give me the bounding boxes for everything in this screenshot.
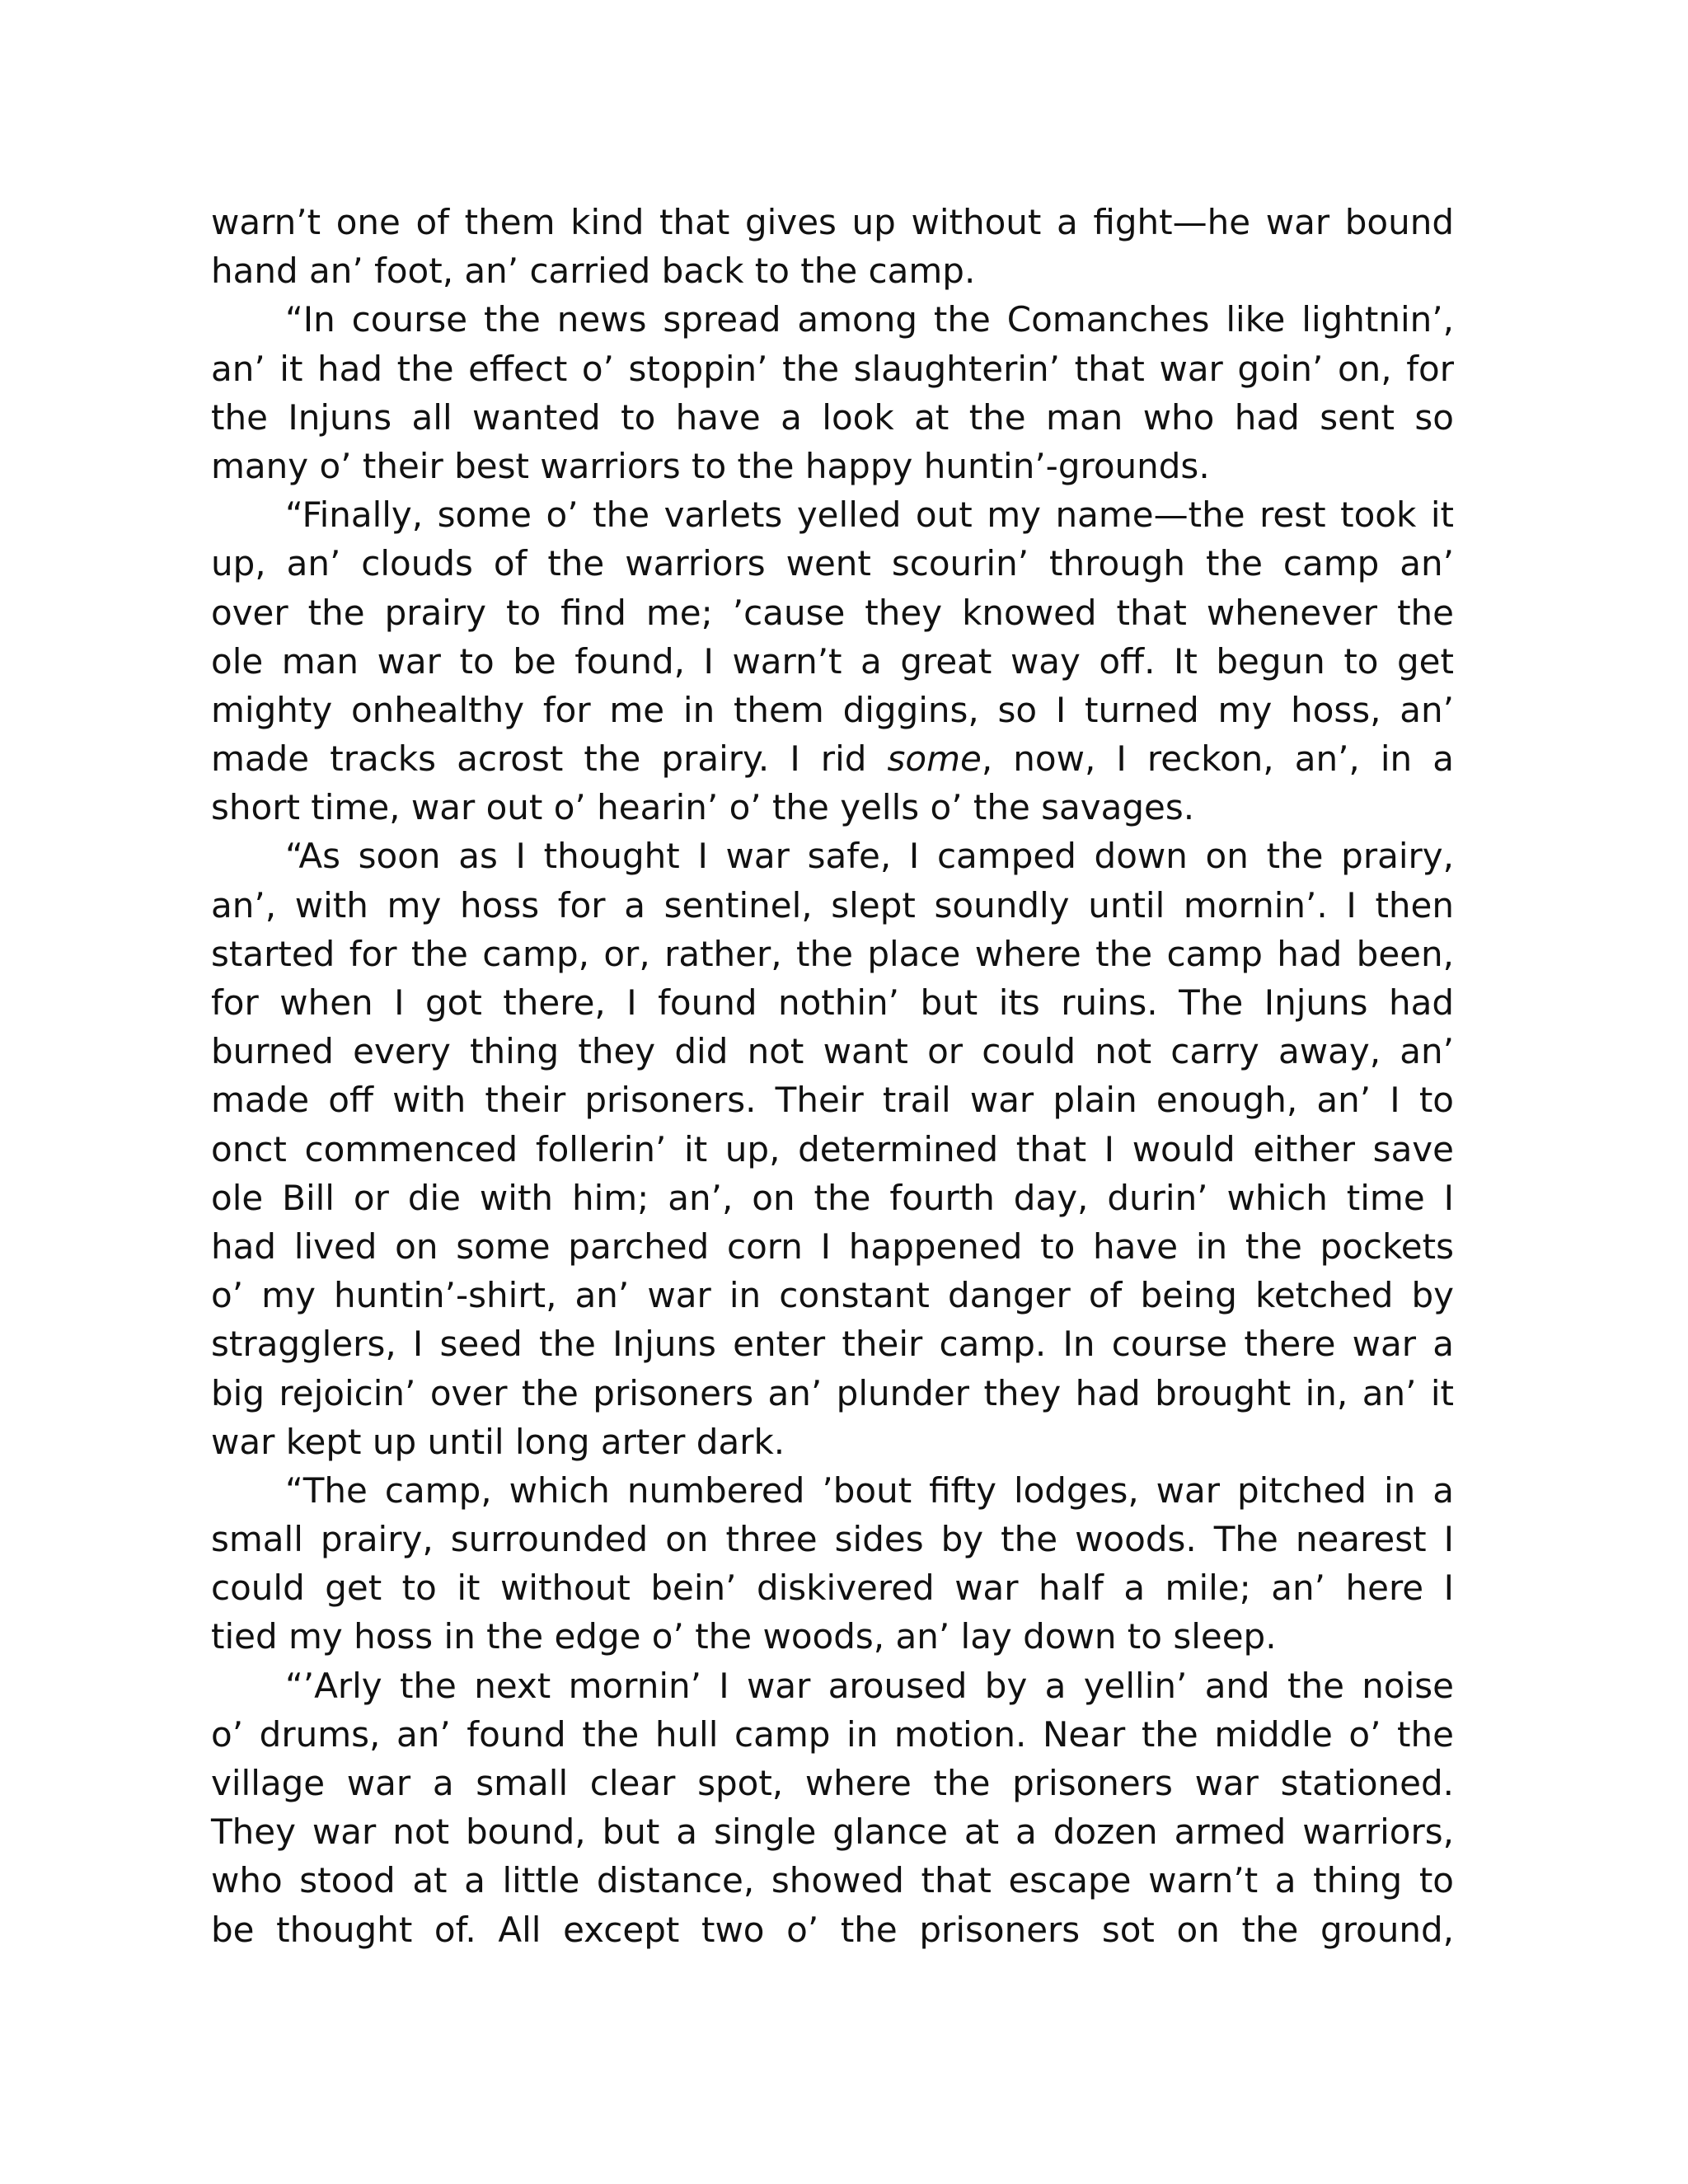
text-line: small prairy, surrounded on three sides by the woods. The nearest I bbox=[211, 1519, 1454, 1560]
text-line: “As soon as I thought I war safe, I camped down on the prairy, bbox=[285, 836, 1454, 877]
text-line: over the prairy to find me; ’cause they knowed that whenever the bbox=[211, 592, 1454, 633]
text-run: , now, I reckon, an’, in a bbox=[981, 738, 1454, 780]
text-line: many o’ their best warriors to the happy huntin’-grounds. bbox=[211, 445, 1210, 486]
text-line: up, an’ clouds of the warriors went scourin’ through the camp an’ bbox=[211, 543, 1454, 584]
text-line: warn’t one of them kind that gives up without a fight—he war bound bbox=[211, 202, 1454, 242]
text-line: hand an’ foot, an’ carried back to the camp. bbox=[211, 251, 976, 292]
page-body-text bbox=[211, 198, 1454, 1954]
text-line: who stood at a little distance, showed that escape warn’t a thing to bbox=[211, 1860, 1454, 1901]
text-line: “In course the news spread among the Comanches like lightnin’, bbox=[285, 299, 1454, 340]
text-line: They war not bound, but a single glance at a dozen armed warriors, bbox=[211, 1811, 1454, 1853]
text-line: be thought of. All except two o’ the prisoners sot on the ground, bbox=[211, 1909, 1454, 1950]
text-run: made tracks acrost the prairy. I rid bbox=[211, 738, 888, 780]
text-line: an’ it had the effect o’ stoppin’ the slaughterin’ that war goin’ on, for bbox=[211, 348, 1454, 389]
text-line-with-italic bbox=[211, 734, 1454, 783]
text-line: stragglers, I seed the Injuns enter their camp. In course there war a bbox=[211, 1324, 1454, 1365]
text-line: for when I got there, I found nothin’ but its ruins. The Injuns had bbox=[211, 982, 1454, 1023]
text-line: an’, with my hoss for a sentinel, slept soundly until mornin’. I then bbox=[211, 884, 1454, 926]
text-line: the Injuns all wanted to have a look at the man who had sent so bbox=[211, 396, 1454, 438]
italic-emphasis: some bbox=[887, 738, 982, 780]
text-line: o’ my huntin’-shirt, an’ war in constant danger of being ketched by bbox=[211, 1275, 1454, 1316]
text-line: village war a small clear spot, where the prisoners war stationed. bbox=[211, 1763, 1454, 1803]
text-line: o’ drums, an’ found the hull camp in motion. Near the middle o’ the bbox=[211, 1713, 1454, 1755]
text-line: had lived on some parched corn I happened to have in the pockets bbox=[211, 1226, 1454, 1267]
text-line: could get to it without bein’ diskivered war half a mile; an’ here I bbox=[211, 1568, 1454, 1609]
text-line: tied my hoss in the edge o’ the woods, an’ lay down to sleep. bbox=[211, 1616, 1277, 1657]
text-line: burned every thing they did not want or could not carry away, an’ bbox=[211, 1031, 1454, 1072]
text-line: ole Bill or die with him; an’, on the fourth day, durin’ which time I bbox=[211, 1177, 1454, 1218]
text-line: made off with their prisoners. Their trail war plain enough, an’ I to bbox=[211, 1080, 1454, 1121]
text-line: ole man war to be found, I warn’t a great way off. It begun to get bbox=[211, 640, 1454, 682]
text-line: “The camp, which numbered ’bout fifty lodges, war pitched in a bbox=[285, 1469, 1454, 1511]
text-line: “Finally, some o’ the varlets yelled out my name—the rest took it bbox=[285, 494, 1454, 536]
text-line: big rejoicin’ over the prisoners an’ plunder they had brought in, an’ it bbox=[211, 1372, 1454, 1413]
text-line: short time, war out o’ hearin’ o’ the yells o’ the savages. bbox=[211, 787, 1195, 828]
text-line: mighty onhealthy for me in them diggins, so I turned my hoss, an’ bbox=[211, 689, 1454, 730]
text-line: “’Arly the next mornin’ I war aroused by a yellin’ and the noise bbox=[285, 1665, 1454, 1706]
text-line: war kept up until long arter dark. bbox=[211, 1421, 785, 1462]
text-line: onct commenced follerin’ it up, determined that I would either save bbox=[211, 1128, 1454, 1169]
text-line: started for the camp, or, rather, the place where the camp had been, bbox=[211, 933, 1454, 974]
